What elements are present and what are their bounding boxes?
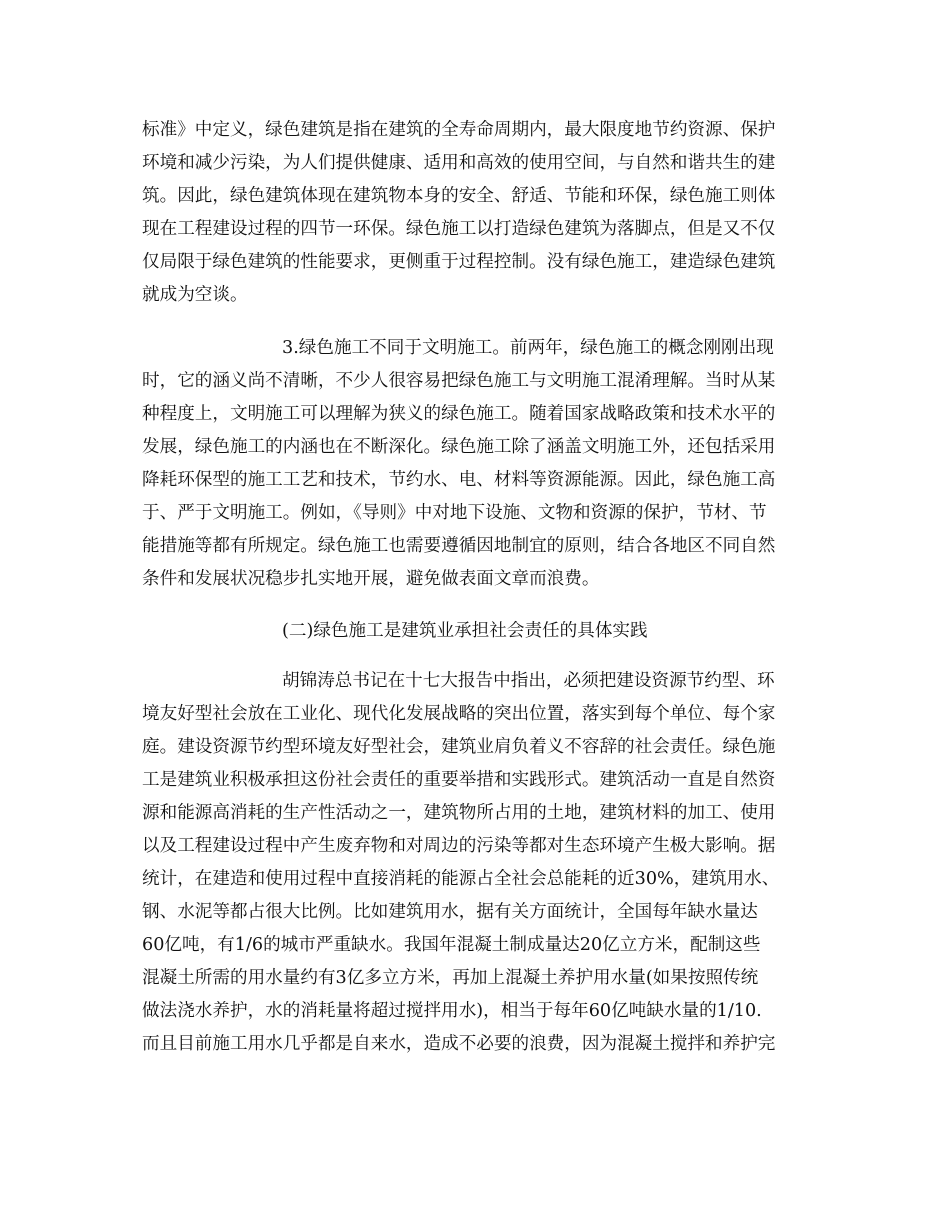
text-line: 钢、水泥等都占很大比例。比如建筑用水，据有关方面统计，全国每年缺水量达 — [142, 902, 758, 922]
text-line: 降耗环保型的施工工艺和技术，节约水、电、材料等资源能源。因此，绿色施工高 — [142, 470, 776, 490]
text-line: 发展，绿色施工的内涵也在不断深化。绿色施工除了涵盖文明施工外，还包括采用 — [142, 437, 776, 457]
text-line: 能措施等都有所规定。绿色施工也需要遵循因地制宜的原则，结合各地区不同自然 — [142, 536, 776, 556]
text-line: 环境和减少污染，为人们提供健康、适用和高效的使用空间，与自然和谐共生的建 — [142, 153, 776, 173]
text-line: 庭。建设资源节约型环境友好型社会，建筑业肩负着义不容辞的社会责任。绿色施 — [142, 737, 776, 757]
text-line: 做法浇水养护，水的消耗量将超过搅拌用水)，相当于每年60亿吨缺水量的1/10. — [142, 1001, 762, 1021]
text-line: 源和能源高消耗的生产性活动之一，建筑物所占用的土地，建筑材料的加工、使用 — [142, 803, 776, 823]
text-line: 筑。因此，绿色建筑体现在建筑物本身的安全、舒适、节能和环保，绿色施工则体 — [142, 186, 776, 206]
text-line: 境友好型社会放在工业化、现代化发展战略的突出位置，落实到每个单位、每个家 — [142, 704, 776, 724]
text-line: 就成为空谈。 — [142, 285, 248, 305]
paragraph-first-line: 3.绿色施工不同于文明施工。前两年，绿色施工的概念刚刚出现 — [282, 338, 774, 358]
text-line: 60亿吨，有1/6的城市严重缺水。我国年混凝土制成量达20亿立方米，配制这些 — [142, 935, 761, 955]
text-line: 仅局限于绿色建筑的性能要求，更侧重于过程控制。没有绿色施工，建造绿色建筑 — [142, 252, 776, 272]
text-line: 而且目前施工用水几乎都是自来水，造成不必要的浪费，因为混凝土搅拌和养护完 — [142, 1034, 776, 1054]
text-line: 工是建筑业积极承担这份社会责任的重要举措和实践形式。建筑活动一直是自然资 — [142, 770, 776, 790]
section-heading: (二)绿色施工是建筑业承担社会责任的具体实践 — [282, 621, 648, 641]
text-line: 条件和发展状况稳步扎实地开展，避免做表面文章而浪费。 — [142, 569, 600, 589]
text-line: 时，它的涵义尚不清晰，不少人很容易把绿色施工与文明施工混淆理解。当时从某 — [142, 371, 776, 391]
text-line: 以及工程建设过程中产生废弃物和对周边的污染等都对生态环境产生极大影响。据 — [142, 836, 776, 856]
text-line: 种程度上，文明施工可以理解为狭义的绿色施工。随着国家战略政策和技术水平的 — [142, 404, 776, 424]
text-line: 现在工程建设过程的四节一环保。绿色施工以打造绿色建筑为落脚点，但是又不仅 — [142, 219, 776, 239]
paragraph-first-line: 胡锦涛总书记在十七大报告中指出，必须把建设资源节约型、环 — [282, 671, 775, 691]
text-line: 统计，在建造和使用过程中直接消耗的能源占全社会总能耗的近30%，建筑用水、 — [142, 869, 780, 889]
text-line: 标准》中定义，绿色建筑是指在建筑的全寿命周期内，最大限度地节约资源、保护 — [142, 120, 776, 140]
text-line: 于、严于文明施工。例如，《导则》中对地下设施、文物和资源的保护，节材、节 — [142, 503, 767, 523]
text-line: 混凝土所需的用水量约有3亿多立方米，再加上混凝土养护用水量(如果按照传统 — [142, 968, 759, 988]
